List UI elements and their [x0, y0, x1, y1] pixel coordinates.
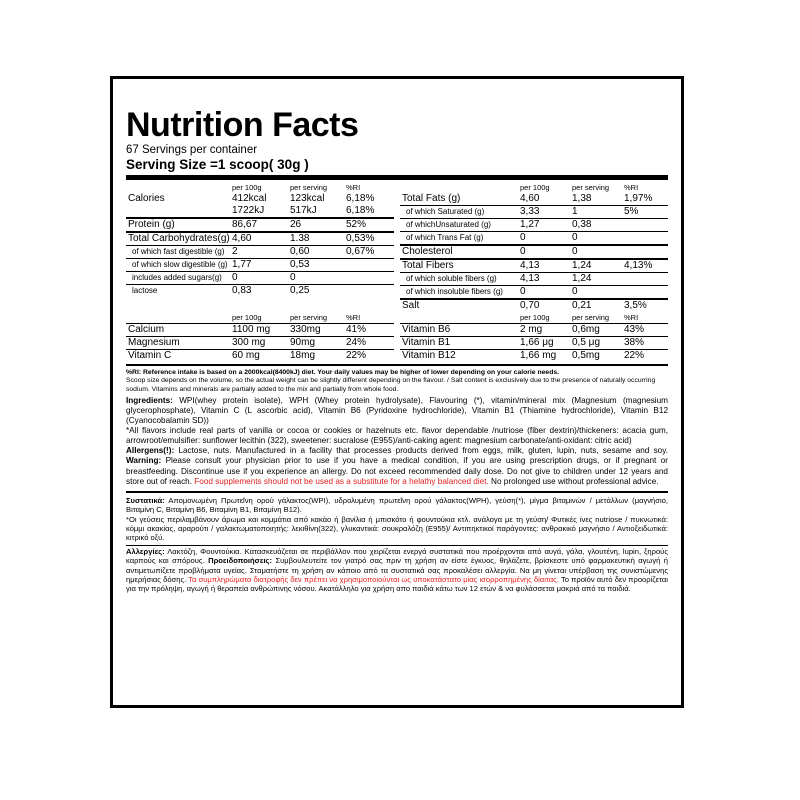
cell-label: of which Trans Fat (g)	[400, 232, 518, 246]
ingredients	[126, 396, 668, 426]
table-row	[400, 206, 668, 219]
cell-per100: 60 mg	[230, 350, 288, 363]
cell-serving: 0,38	[570, 219, 622, 232]
table-row	[126, 246, 394, 259]
servings-per-container: 67 Servings per container	[126, 144, 258, 156]
cell-label: of which Saturated (g)	[400, 206, 518, 219]
vitamin-left-column	[126, 312, 394, 362]
column-header: per serving	[290, 313, 328, 322]
table-row	[126, 337, 394, 350]
column-header: per 100g	[520, 183, 550, 192]
cell-ri: 22%	[344, 350, 394, 363]
column-header: per serving	[572, 313, 610, 322]
cell-per100: 1,77	[230, 259, 288, 272]
table-row	[400, 273, 668, 286]
column-header	[400, 182, 518, 193]
column-header	[400, 312, 518, 324]
cell-serving: 0	[288, 272, 344, 285]
table-row	[400, 299, 668, 312]
table-header-row	[126, 312, 394, 324]
table-header-row	[400, 182, 668, 193]
cell-label: Calories	[128, 193, 165, 204]
cell-ri: 52%	[344, 218, 394, 232]
cell-ri	[622, 232, 668, 246]
cell-serving: 1.38	[288, 232, 344, 246]
cell-serving: 0,6mg	[570, 324, 622, 337]
table-row	[126, 324, 394, 337]
cell-serving: 0	[570, 245, 622, 259]
cell-serving: 1	[570, 206, 622, 219]
cell-ri	[344, 285, 394, 298]
cell-per100: 4,60	[230, 232, 288, 246]
cell-per100: 1,66 μg	[518, 337, 570, 350]
nutrition-label	[110, 76, 684, 708]
cell-per100: 4,13	[518, 259, 570, 273]
cell-serving: 26	[288, 218, 344, 232]
cell-ri: 0,53%	[344, 232, 394, 246]
cell-serving: 18mg	[288, 350, 344, 363]
cell-serving: 0,5 μg	[570, 337, 622, 350]
column-header: %RI	[624, 183, 639, 192]
cell-ri	[622, 273, 668, 286]
cell-label: lactose	[126, 285, 230, 298]
cell-per100: 4,60	[520, 193, 540, 204]
cell-ri: 5%	[622, 206, 668, 219]
label-title: Nutrition Facts	[126, 106, 359, 144]
cell-per100: 0	[518, 245, 570, 259]
cell-ri	[344, 272, 394, 285]
cell-label: Vitamin C	[126, 350, 230, 363]
cell-serving: 0	[570, 232, 622, 246]
warning-end-text: No prolonged use without professional advice.	[488, 476, 659, 486]
allergens-label: Allergens(!):	[126, 446, 175, 456]
column-header: per serving	[290, 183, 328, 192]
cell-ri: 6,18%	[346, 205, 375, 216]
table-row	[126, 205, 394, 218]
greek-allergens-warning	[126, 547, 668, 594]
cell-label	[126, 205, 230, 218]
table-row	[126, 285, 394, 298]
greek-ingredients-label: Συστατικά:	[126, 495, 165, 505]
table-header-row	[126, 182, 394, 193]
macro-left-table	[126, 182, 394, 297]
table-row	[400, 350, 668, 363]
cell-per100: 0	[518, 232, 570, 246]
greek-ingredients-text: Απομονωμένη Πρωτεΐνη ορού γάλακτος(WPI), υδρολυμένη πρωτεΐνη ορού γάλακτος(WPH), γεύση(*), μίγμα βιταμινών / μετάλλων (μαγνήσιο, Βιταμίνη C, Βιταμίνη Β6, Βιταμίνη Β1, Βιταμίνη Β12).	[126, 495, 668, 515]
cell-label: includes added sugars(g)	[126, 272, 230, 285]
greek-allergens-label: Αλλεργίες:	[126, 546, 165, 556]
vitamin-right-column	[400, 312, 668, 362]
warning-text: Please consult your physician prior to use if you have a medical condition, if you are using prescription drugs, or if pregnant or breastfeeding. Discontinue use if you experience an allergy. Do not exceed recommended daily dose. Do not give to children under 12 years and store out of reach.	[126, 456, 668, 486]
column-header: per 100g	[520, 313, 550, 322]
table-row	[400, 193, 668, 206]
cell-ri: 6,18%	[346, 193, 375, 204]
column-header: per serving	[572, 183, 610, 192]
cell-label: Salt	[400, 299, 518, 312]
cell-ri: 0,67%	[344, 246, 394, 259]
cell-per100: 3,33	[518, 206, 570, 219]
cell-ri: 3,5%	[622, 299, 668, 312]
column-header: per 100g	[232, 313, 262, 322]
macro-columns	[126, 182, 668, 312]
cell-per100: 412kcal	[232, 193, 267, 204]
cell-label: Calcium	[126, 324, 230, 337]
ingredients-label: Ingredients:	[126, 395, 173, 405]
cell-per100: 2 mg	[518, 324, 570, 337]
cell-per100: 1,66 mg	[518, 350, 570, 363]
table-row	[126, 193, 394, 205]
table-header-row	[400, 312, 668, 324]
cell-ri: 43%	[622, 324, 668, 337]
table-row	[400, 337, 668, 350]
allergens-warning	[126, 446, 668, 486]
cell-label: Cholesterol	[400, 245, 518, 259]
cell-label: Total Carbohydrates(g)	[128, 233, 230, 244]
cell-per100: 0,83	[230, 285, 288, 298]
cell-serving: 0	[570, 286, 622, 300]
warning-label: Warning:	[126, 456, 162, 466]
cell-ri	[622, 286, 668, 300]
allergens-text: Lactose, nuts. Manufactured in a facility that processes products derived from eggs, milk, gluten, lupin, nuts, sesame and soy.	[174, 446, 668, 456]
cell-ri: 1,97%	[624, 193, 653, 204]
cell-per100: 4,13	[518, 273, 570, 286]
cell-ri: 38%	[622, 337, 668, 350]
cell-label: of which soluble fibers (g)	[400, 273, 518, 286]
cell-ri: 4,13%	[622, 259, 668, 273]
cell-per100: 86,67	[230, 218, 288, 232]
cell-ri	[344, 259, 394, 272]
serving-size: Serving Size =1 scoop( 30g )	[126, 157, 309, 172]
table-row	[126, 272, 394, 285]
table-row	[400, 232, 668, 246]
vitamin-columns	[126, 312, 668, 362]
cell-label: Protein (g)	[126, 218, 230, 232]
greek-warning-end-text: Το προϊόν αυτό δεν προορίζεται για την πρόληψη, αγωγή ή θεραπεία ανθρώπινης νόσου. Ακατάλληλο για χρήση απο παιδιά κάτω των 12 ετών & να φυλάσσεται μακριά από τα παιδιά.	[126, 574, 668, 594]
cell-serving: 90mg	[288, 337, 344, 350]
cell-label: Vitamin B12	[400, 350, 518, 363]
table-row	[400, 286, 668, 300]
vitamin-bottom-rule	[126, 364, 668, 366]
cell-per100: 0,70	[518, 299, 570, 312]
cell-ri	[622, 219, 668, 232]
cell-per100: 1100 mg	[230, 324, 288, 337]
ri-note: %RI: Reference intake is based on a 2000kcal(8400kJ) diet. Your daily values may be higher of lower depending on your calorie needs.	[126, 369, 560, 376]
table-row	[126, 232, 394, 246]
table-row	[126, 218, 394, 232]
greek-warning-label: Προειδοποιήσεις:	[208, 556, 273, 566]
cell-ri: 22%	[622, 350, 668, 363]
macro-left-column	[126, 182, 394, 312]
cell-serving: 0,53	[288, 259, 344, 272]
column-header: per 100g	[232, 183, 262, 192]
flavors-text: *All flavors include real parts of vanilla or cocoa or cookies or hazelnuts etc. flavor dependable /nutriose (fiber dextrin)/thickeners: acacia gum, arrowroot/emulsifier: sunflower lecithin (322), sweetener: sucralose (E955)/anti-caking agent: magnesium carbonate/anti-oxidant: citric acid)	[126, 426, 668, 446]
cell-label: Total Fibers	[400, 259, 518, 273]
cell-label: of which insoluble fibers (g)	[400, 286, 518, 300]
column-header: %RI	[346, 183, 361, 192]
cell-per100: 0	[230, 272, 288, 285]
warning-red-text: Food supplements should not be used as a substitute for a helathy balanced diet.	[194, 476, 489, 486]
vitamin-left-table	[126, 312, 394, 362]
vitamin-right-table	[400, 312, 668, 362]
column-header	[126, 182, 230, 193]
cell-serving: 330mg	[288, 324, 344, 337]
table-row	[400, 245, 668, 259]
table-row	[400, 324, 668, 337]
cell-per100: 1,27	[518, 219, 570, 232]
table-row	[126, 259, 394, 272]
cell-per100: 1722kJ	[232, 205, 265, 216]
cell-label: Total Fats (g)	[402, 193, 461, 204]
cell-ri: 41%	[344, 324, 394, 337]
table-row	[400, 259, 668, 273]
macro-right-table	[400, 182, 668, 312]
greek-flavors-text: *Οι γεύσεις περιλαμβάνουν άρωμα και κομμάτια από κακάο ή βανίλια ή μπισκότο ή φουντούκια κτλ. ανάλογα με τη γεύση/ Φυτικές ίνες nutriose / πυκνωτικά: κόμμι ακακίας, αραρούτι / γαλακτωματοποιητής: λεκιθίνη(322), γλυκαντικά: σουκραλόζη (E955)/ Αντιπηκτικοί παράγοντες: ανθρακικό μαγνήσιο / Αντιοξειδωτικά: κιτρικό οξύ.	[126, 514, 668, 543]
cell-serving: 1,24	[570, 273, 622, 286]
cell-serving: 0,25	[288, 285, 344, 298]
cell-label: Vitamin B1	[400, 337, 518, 350]
cell-label: of whichUnsaturated (g)	[400, 219, 518, 232]
ingredients-text: WPI(whey protein isolate), WPH (Whey protein hydrolysate), Flavouring (*), vitamin/mineral mix (Magnesium (magnesium glycerophosphate), Vitamin C (L ascorbic acid), Vitamin B6 (Pyridoxine hydrochloride), Vitamin B1 (Thiamine hydrochloride), Vitamin B12 (Cyanocobalamin SD))	[126, 395, 668, 426]
cell-per100: 0	[518, 286, 570, 300]
table-row	[126, 350, 394, 363]
greek-allergens-text: Λακτόζη, Φουντούκια. Κατασκευάζεται σε περιβάλλον που χειρίζεται ενεργά συστατικά που προέρχονται από αυγά, γάλα, γλουτένη, lupin, ξηρούς καρπούς και σπόρους.	[126, 546, 668, 566]
cell-serving: 123kcal	[290, 193, 325, 204]
cell-serving: 0,5mg	[570, 350, 622, 363]
cell-label: of which slow digestible (g)	[126, 259, 230, 272]
cell-ri: 24%	[344, 337, 394, 350]
cell-serving: 1,24	[570, 259, 622, 273]
greek-separator	[126, 545, 668, 546]
cell-label: Vitamin B6	[400, 324, 518, 337]
scoop-note: Scoop size depends on the volume, so the actual weight can be slightly different depending on the flavour. / Salt content is exclusively due to the presence of naturally occurring sodium. Vitamins and minerals are partially added to the mix and partially from whole food.	[126, 377, 656, 393]
column-header: %RI	[346, 313, 361, 322]
cell-label: of which fast digestible (g)	[126, 246, 230, 259]
language-separator	[126, 491, 668, 493]
column-header	[126, 312, 230, 324]
greek-warning-text: Συμβουλευτείτε τον γιατρό σας πριν τη χρήση αν είστε έγκυος, θηλάζετε, βρίσκεστε υπό φαρμακευτική αγωγή ή αντιμετωπίζετε προβλήματα υγείας. Σταματήστε τη χρήση αν κάποιο από τα συστατικά σας προκαλέσει αλλεργία. Να μη γίνεται υπέρβαση της συνιστώμενης ημερήσιας δόσης.	[126, 556, 668, 584]
macro-right-column	[400, 182, 668, 312]
cell-serving: 517kJ	[290, 205, 317, 216]
cell-per100: 2	[230, 246, 288, 259]
greek-warning-red-text: Τα συμπληρώματα διατροφής δεν πρέπει να χρησιμοποιούνται ως υποκατάστατο μίας ισορροπημένης δίαιτας.	[188, 574, 559, 584]
greek-ingredients	[126, 496, 668, 515]
cell-serving: 0,60	[288, 246, 344, 259]
cell-per100: 300 mg	[230, 337, 288, 350]
column-header: %RI	[624, 313, 639, 322]
cell-label: Magnesium	[126, 337, 230, 350]
table-row	[400, 219, 668, 232]
cell-serving: 1,38	[572, 193, 592, 204]
thick-rule	[126, 175, 668, 180]
cell-serving: 0,21	[570, 299, 622, 312]
cell-ri	[622, 245, 668, 259]
